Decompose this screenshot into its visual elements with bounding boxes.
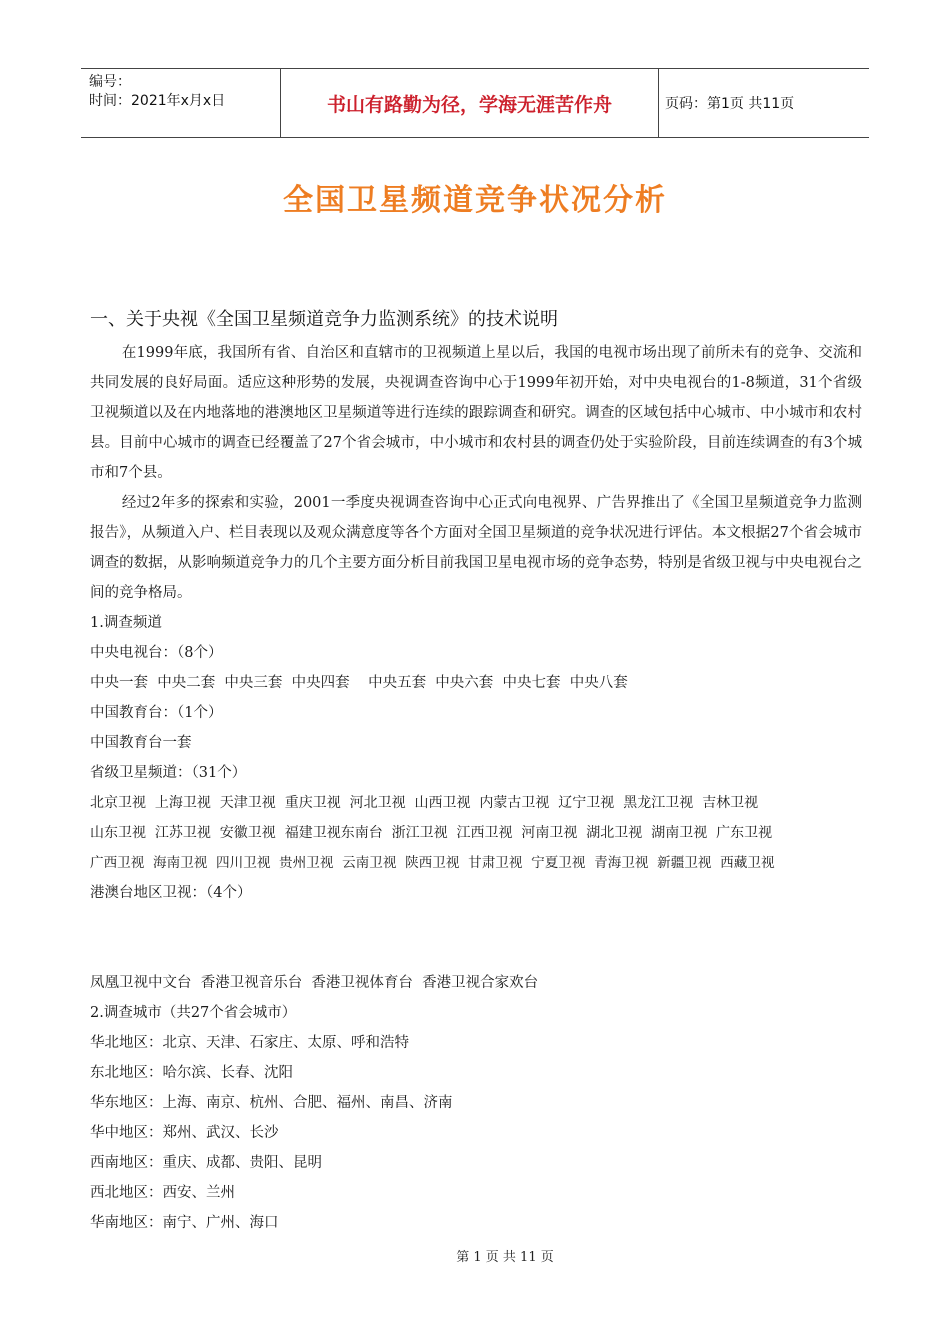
cetv-label: 中国教育台：（1个） <box>90 705 223 721</box>
number-label: 编号： <box>89 74 131 90</box>
header-motto: 书山有路勤为径，学海无涯苦作舟 <box>281 69 659 137</box>
provincial-list-line: 广西卫视 海南卫视 四川卫视 贵州卫视 云南卫视 陕西卫视 甘肃卫视 宁夏卫视 青海卫视 新疆卫视 西藏卫视 <box>90 855 775 871</box>
cctv-label: 中央电视台：（8个） <box>90 645 223 661</box>
region-item: 西南地区：重庆、成都、贵阳、昆明 <box>90 1155 322 1171</box>
cetv-list: 中国教育台一套 <box>90 735 192 751</box>
provincial-label: 省级卫星频道：（31个） <box>90 765 247 781</box>
region-item: 华北地区：北京、天津、石家庄、太原、呼和浩特 <box>90 1035 409 1051</box>
spacer <box>90 908 862 968</box>
hkmo-label: 港澳台地区卫视：（4个） <box>90 885 252 901</box>
hkmo-list: 凤凰卫视中文台 香港卫视音乐台 香港卫视体育台 香港卫视合家欢台 <box>90 975 539 991</box>
provincial-list-line: 山东卫视 江苏卫视 安徽卫视 福建卫视东南台 浙江卫视 江西卫视 河南卫视 湖北卫视 湖南卫视 广东卫视 <box>90 825 773 841</box>
subheading-channels: 1.调查频道 <box>90 615 162 631</box>
document-title: 全国卫星频道竞争状况分析 <box>283 183 667 218</box>
region-item: 华南地区：南宁、广州、海口 <box>90 1215 279 1231</box>
cctv-list: 中央一套 中央二套 中央三套 中央四套 中央五套 中央六套 中央七套 中央八套 <box>90 675 628 691</box>
time-label: 时间：2021年x月x日 <box>89 93 226 109</box>
provincial-list-line: 北京卫视 上海卫视 天津卫视 重庆卫视 河北卫视 山西卫视 内蒙古卫视 辽宁卫视 黑龙江卫视 吉林卫视 <box>90 795 759 811</box>
header-meta <box>81 69 281 137</box>
paragraph: 经过2年多的探索和实验，2001一季度央视调查咨询中心正式向电视界、广告界推出了《全国卫星频道竞争力监测报告》，从频道入户、栏目表现以及观众满意度等各个方面对全国卫星频道的竞争状况进行评估。本文根据27个省会城市调查的数据，从影响频道竞争力的几个主要方面分析目前我国卫星电视市场的竞争态势，特别是省级卫视与中央电视台之间的竞争格局。 <box>90 495 862 601</box>
region-item: 华中地区：郑州、武汉、长沙 <box>90 1125 279 1141</box>
region-item: 华东地区：上海、南京、杭州、合肥、福州、南昌、济南 <box>90 1095 453 1111</box>
paragraph: 在1999年底，我国所有省、自治区和直辖市的卫视频道上星以后，我国的电视市场出现了前所未有的竞争、交流和共同发展的良好局面。适应这种形势的发展，央视调查咨询中心于1999年初开始，对中央电视台的1-8频道，31个省级卫视频道以及在内地落地的港澳地区卫星频道等进行连续的跟踪调查和研究。调查的区域包括中心城市、中小城市和农村县。目前中心城市的调查已经覆盖了27个省会城市，中小城市和农村县的调查仍处于实验阶段，目前连续调查的有3个城市和7个县。 <box>90 345 862 481</box>
region-item: 西北地区：西安、兰州 <box>90 1185 235 1201</box>
document-body <box>90 338 862 1238</box>
page-footer: 第 1 页 共 11 页 <box>456 1250 554 1265</box>
subheading-cities: 2.调查城市（共27个省会城市） <box>90 1005 297 1021</box>
region-item: 东北地区：哈尔滨、长春、沈阳 <box>90 1065 293 1081</box>
header-page-code: 页码：第1页 共11页 <box>665 96 795 112</box>
section-heading: 一、关于央视《全国卫星频道竞争力监测系统》的技术说明 <box>90 309 558 330</box>
page-header <box>81 68 869 138</box>
